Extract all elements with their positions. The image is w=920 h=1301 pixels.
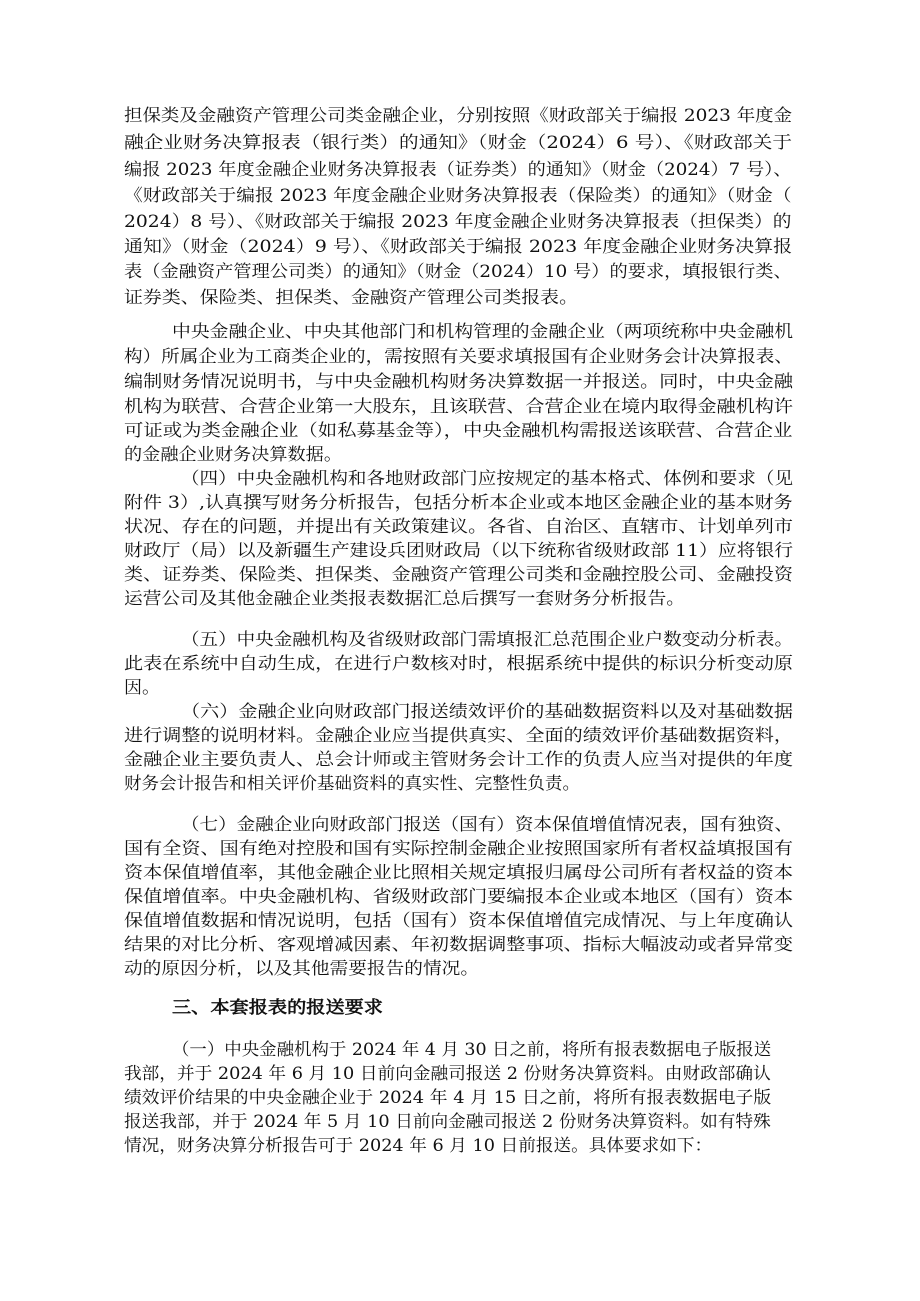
text-line: 保值增值率。中央金融机构、省级财政部门要编报本企业或本地区（国有）资本 bbox=[124, 887, 794, 907]
text-line: 情况，财务决算分析报告可于 2024 年 6 月 10 日前报送。具体要求如下： bbox=[124, 1136, 713, 1156]
text-line: （一）中央金融机构于 2024 年 4 月 30 日之前，将所有报表数据电子版报送 bbox=[172, 1040, 772, 1060]
text-line: （四）中央金融机构和各地财政部门应按规定的基本格式、体例和要求（见 bbox=[181, 469, 793, 489]
text-line: 国有全资、国有绝对控股和国有实际控制金融企业按照国家所有者权益填报国有 bbox=[124, 839, 794, 859]
text-line: 绩效评价结果的中央金融企业于 2024 年 4 月 15 日之前，将所有报表数据电子版 bbox=[124, 1088, 772, 1108]
text-line: 可证或为类金融企业（如私募基金等），中央金融机构需报送该联营、合营企业 bbox=[124, 421, 793, 441]
text-line: 证券类、保险类、担保类、金融资产管理公司类报表。 bbox=[124, 288, 578, 308]
text-line: 结果的对比分析、客观增减因素、年初数据调整事项、指标大幅波动或者异常变 bbox=[124, 935, 794, 955]
text-line: 动的原因分析，以及其他需要报告的情况。 bbox=[124, 959, 480, 979]
text-line: （七）金融企业向财政部门报送（国有）资本保值增值情况表，国有独资、 bbox=[181, 815, 793, 835]
text-line: 融企业财务决算报表（银行类）的通知》（财金（2024）6 号）、《财政部关于 bbox=[124, 133, 792, 153]
text-line: 附件 3）,认真撰写财务分析报告，包括分析本企业或本地区金融企业的基本财务 bbox=[124, 493, 793, 513]
text-line: 担保类及金融资产管理公司类金融企业，分别按照《财政部关于编报 2023 年度金 bbox=[124, 106, 793, 126]
text-line: 资本保值增值率，其他金融企业比照相关规定填报归属母公司所有者权益的资本 bbox=[124, 863, 794, 883]
text-line: 保值增值数据和情况说明，包括（国有）资本保值增值完成情况、与上年度确认 bbox=[124, 911, 794, 931]
text-line: 中央金融企业、中央其他部门和机构管理的金融企业（两项统称中央金融机 bbox=[172, 322, 794, 342]
text-line: （六）金融企业向财政部门报送绩效评价的基础数据资料以及对基础数据 bbox=[181, 702, 793, 722]
text-line: 运营公司及其他金融企业类报表数据汇总后撰写一套财务分析报告。 bbox=[124, 589, 685, 609]
text-line: 的金融企业财务决算数据。 bbox=[124, 445, 342, 465]
text-line: 编报 2023 年度金融企业财务决算报表（证券类）的通知》（财金（2024）7 号）、 bbox=[124, 160, 792, 180]
text-line: 表（金融资产管理公司类）的通知》（财金（2024）10 号）的要求，填报银行类、 bbox=[124, 262, 792, 282]
text-line: 此表在系统中自动生成，在进行户数核对时，根据系统中提供的标识分析变动原 bbox=[124, 654, 794, 674]
text-line: 机构为联营、合营企业第一大股东，且该联营、合营企业在境内取得金融机构许 bbox=[124, 397, 794, 417]
text-line: 状况、存在的问题，并提出有关政策建议。各省、自治区、直辖市、计划单列市 bbox=[124, 517, 794, 537]
text-line: （五）中央金融机构及省级财政部门需填报汇总范围企业户数变动分析表。 bbox=[181, 630, 793, 650]
heading-text: 三、本套报表的报送要求 bbox=[172, 998, 383, 1018]
text-line: 进行调整的说明材料。金融企业应当提供真实、全面的绩效评价基础数据资料， bbox=[124, 726, 794, 746]
text-line: 我部，并于 2024 年 6 月 10 日前向金融司报送 2 份财务决算资料。由财政部确认 bbox=[124, 1064, 771, 1084]
text-line: 构）所属企业为工商类企业的，需按照有关要求填报国有企业财务会计决算报表、 bbox=[124, 347, 793, 367]
text-line: 《财政部关于编报 2023 年度金融企业财务决算报表（保险类）的通知》（财金（ bbox=[124, 186, 792, 206]
text-line: 财政厅（局）以及新疆生产建设兵团财政局（以下统称省级财政部 11）应将银行 bbox=[124, 541, 794, 561]
text-line: 财务会计报告和相关评价基础资料的真实性、完整性负责。 bbox=[124, 774, 581, 794]
text-line: 因。 bbox=[124, 678, 160, 698]
text-line: 2024）8 号）、《财政部关于编报 2023 年度金融企业财务决算报表（担保类）的 bbox=[124, 212, 792, 232]
text-line: 类、证券类、保险类、担保类、金融资产管理公司类和金融控股公司、金融投资 bbox=[124, 565, 794, 585]
text-line: 报送我部，并于 2024 年 5 月 10 日前向金融司报送 2 份财务决算资料。如有特殊 bbox=[124, 1112, 771, 1132]
text-line: 金融企业主要负责人、总会计师或主管财务会计工作的负责人应当对提供的年度 bbox=[124, 750, 794, 770]
text-line: 编制财务情况说明书，与中央金融机构财务决算数据一并报送。同时，中央金融 bbox=[124, 372, 794, 392]
text-line: 通知》（财金（2024）9 号）、《财政部关于编报 2023 年度金融企业财务决算报 bbox=[124, 237, 793, 257]
